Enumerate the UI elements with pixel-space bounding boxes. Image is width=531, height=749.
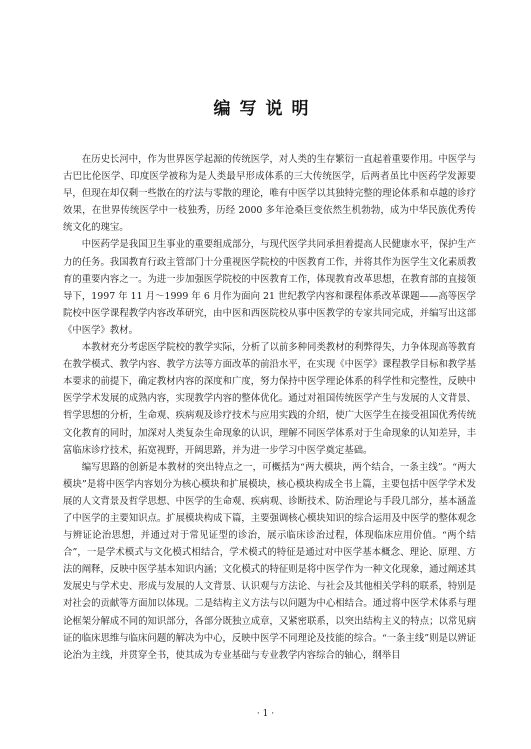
paragraph: 编写思路的创新是本教材的突出特点之一，可概括为“两大模块，两个结合，一条主线”。“两大模块”是将中医学内容划分为核心模块和扩展模块，核心模块构成全书上篇，主要包括中医学学术发展的人文背景及哲学思想、中医学的生命观、疾病观、诊断技术、防治理论与手段几部分，基本涵盖了中医学的主要知识点。扩展模块构成下篇，主要强调核心模块知识的综合运用及中医学的整体观念与辨证论治思想，并通过对于常见证型的诊治，展示临床诊治过程，体现临床应用价值。“两个结合”，一是学术模式与文化模式相结合，学术模式的特征是通过对中医学基本概念、理论、原理、方法的阐释，反映中医学基本知识内涵；文化模式的特征则是将中医学作为一种文化现象，通过阐述其发展史与学术史、形成与发展的人文背景、认识观与方法论、与社会及其他相关学科的联系，特别是对社会的贡献等方面加以体现。二是结构主义方法与以问题为中心相结合。通过将中医学术体系与理论框架分解成不同的知识部分，各部分既独立成章，又紧密联系，以突出结构主义的特点；以常见病证的临床思维与临床问题的解决为中心，反映中医学不同理论及技能的综合。“一条主线”则是以辨证论治为主线，并贯穿全书，使其成为专业基础与专业教学内容综合的轴心，纲举目: [63, 461, 476, 661]
page-number: · 1 ·: [256, 709, 275, 719]
paragraph: 本教材充分考虑医学院校的教学实际，分析了以前多种同类教材的利弊得失，力争体现高等教育在教学模式、教学内容、教学方法等方面改革的前沿水平，在实现《中医学》课程教学目标和教学基本要求的前提下，确定教材内容的深度和广度，努力保持中医学理论体系的科学性和完整性，反映中医学学术发展的成熟内容，实现教学内容的整体优化。通过对祖国传统医学产生与发展的人文背景、哲学思想的分析，生命观、疾病观及诊疗技术与应用实践的介绍，使广大医学生在接受祖国优秀传统文化教育的同时，加深对人类复杂生命现象的认识，理解不同医学体系对于生命现象的认知差异，丰富临床诊疗技术，拓宽视野，开阔思路，并为进一步学习中医学奠定基础。: [63, 342, 476, 456]
document-title: 编写说明: [213, 99, 318, 119]
paragraph: 在历史长河中，作为世界医学起源的传统医学，对人类的生存繁衍一直起着重要作用。中医学与古巴比伦医学、印度医学被称为是人类最早形成体系的三大传统医学，后两者虽比中医药学发源要早，但现在却仅剩一些散在的疗法与零散的理论，唯有中医学以其独特完整的理论体系和卓越的诊疗效果，在世界传统医学中一枝独秀，历经 2000 多年沧桑巨变依然生机勃勃，成为中华民族优秀传统文化的瑰宝。: [63, 154, 476, 234]
paragraph: 中医药学是我国卫生事业的重要组成部分，与现代医学共同承担着提高人民健康水平，保护生产力的任务。我国教育行政主管部门十分重视医学院校的中医教育工作，并将其作为医学生文化素质教育的重要内容之一。为进一步加强医学院校的中医教育工作，体现教育改革思想，在教育部的直接领导下，1997 年 11 月～1999 年 6 月作为面向 21 世纪教学内容和课程体系改革课题——高等医学院校中医学课程教学内容改革研究，由中医和西医院校从事中医教学的专家共同完成，并编写出这部《中医学》教材。: [63, 239, 476, 336]
document-body: [63, 151, 476, 664]
